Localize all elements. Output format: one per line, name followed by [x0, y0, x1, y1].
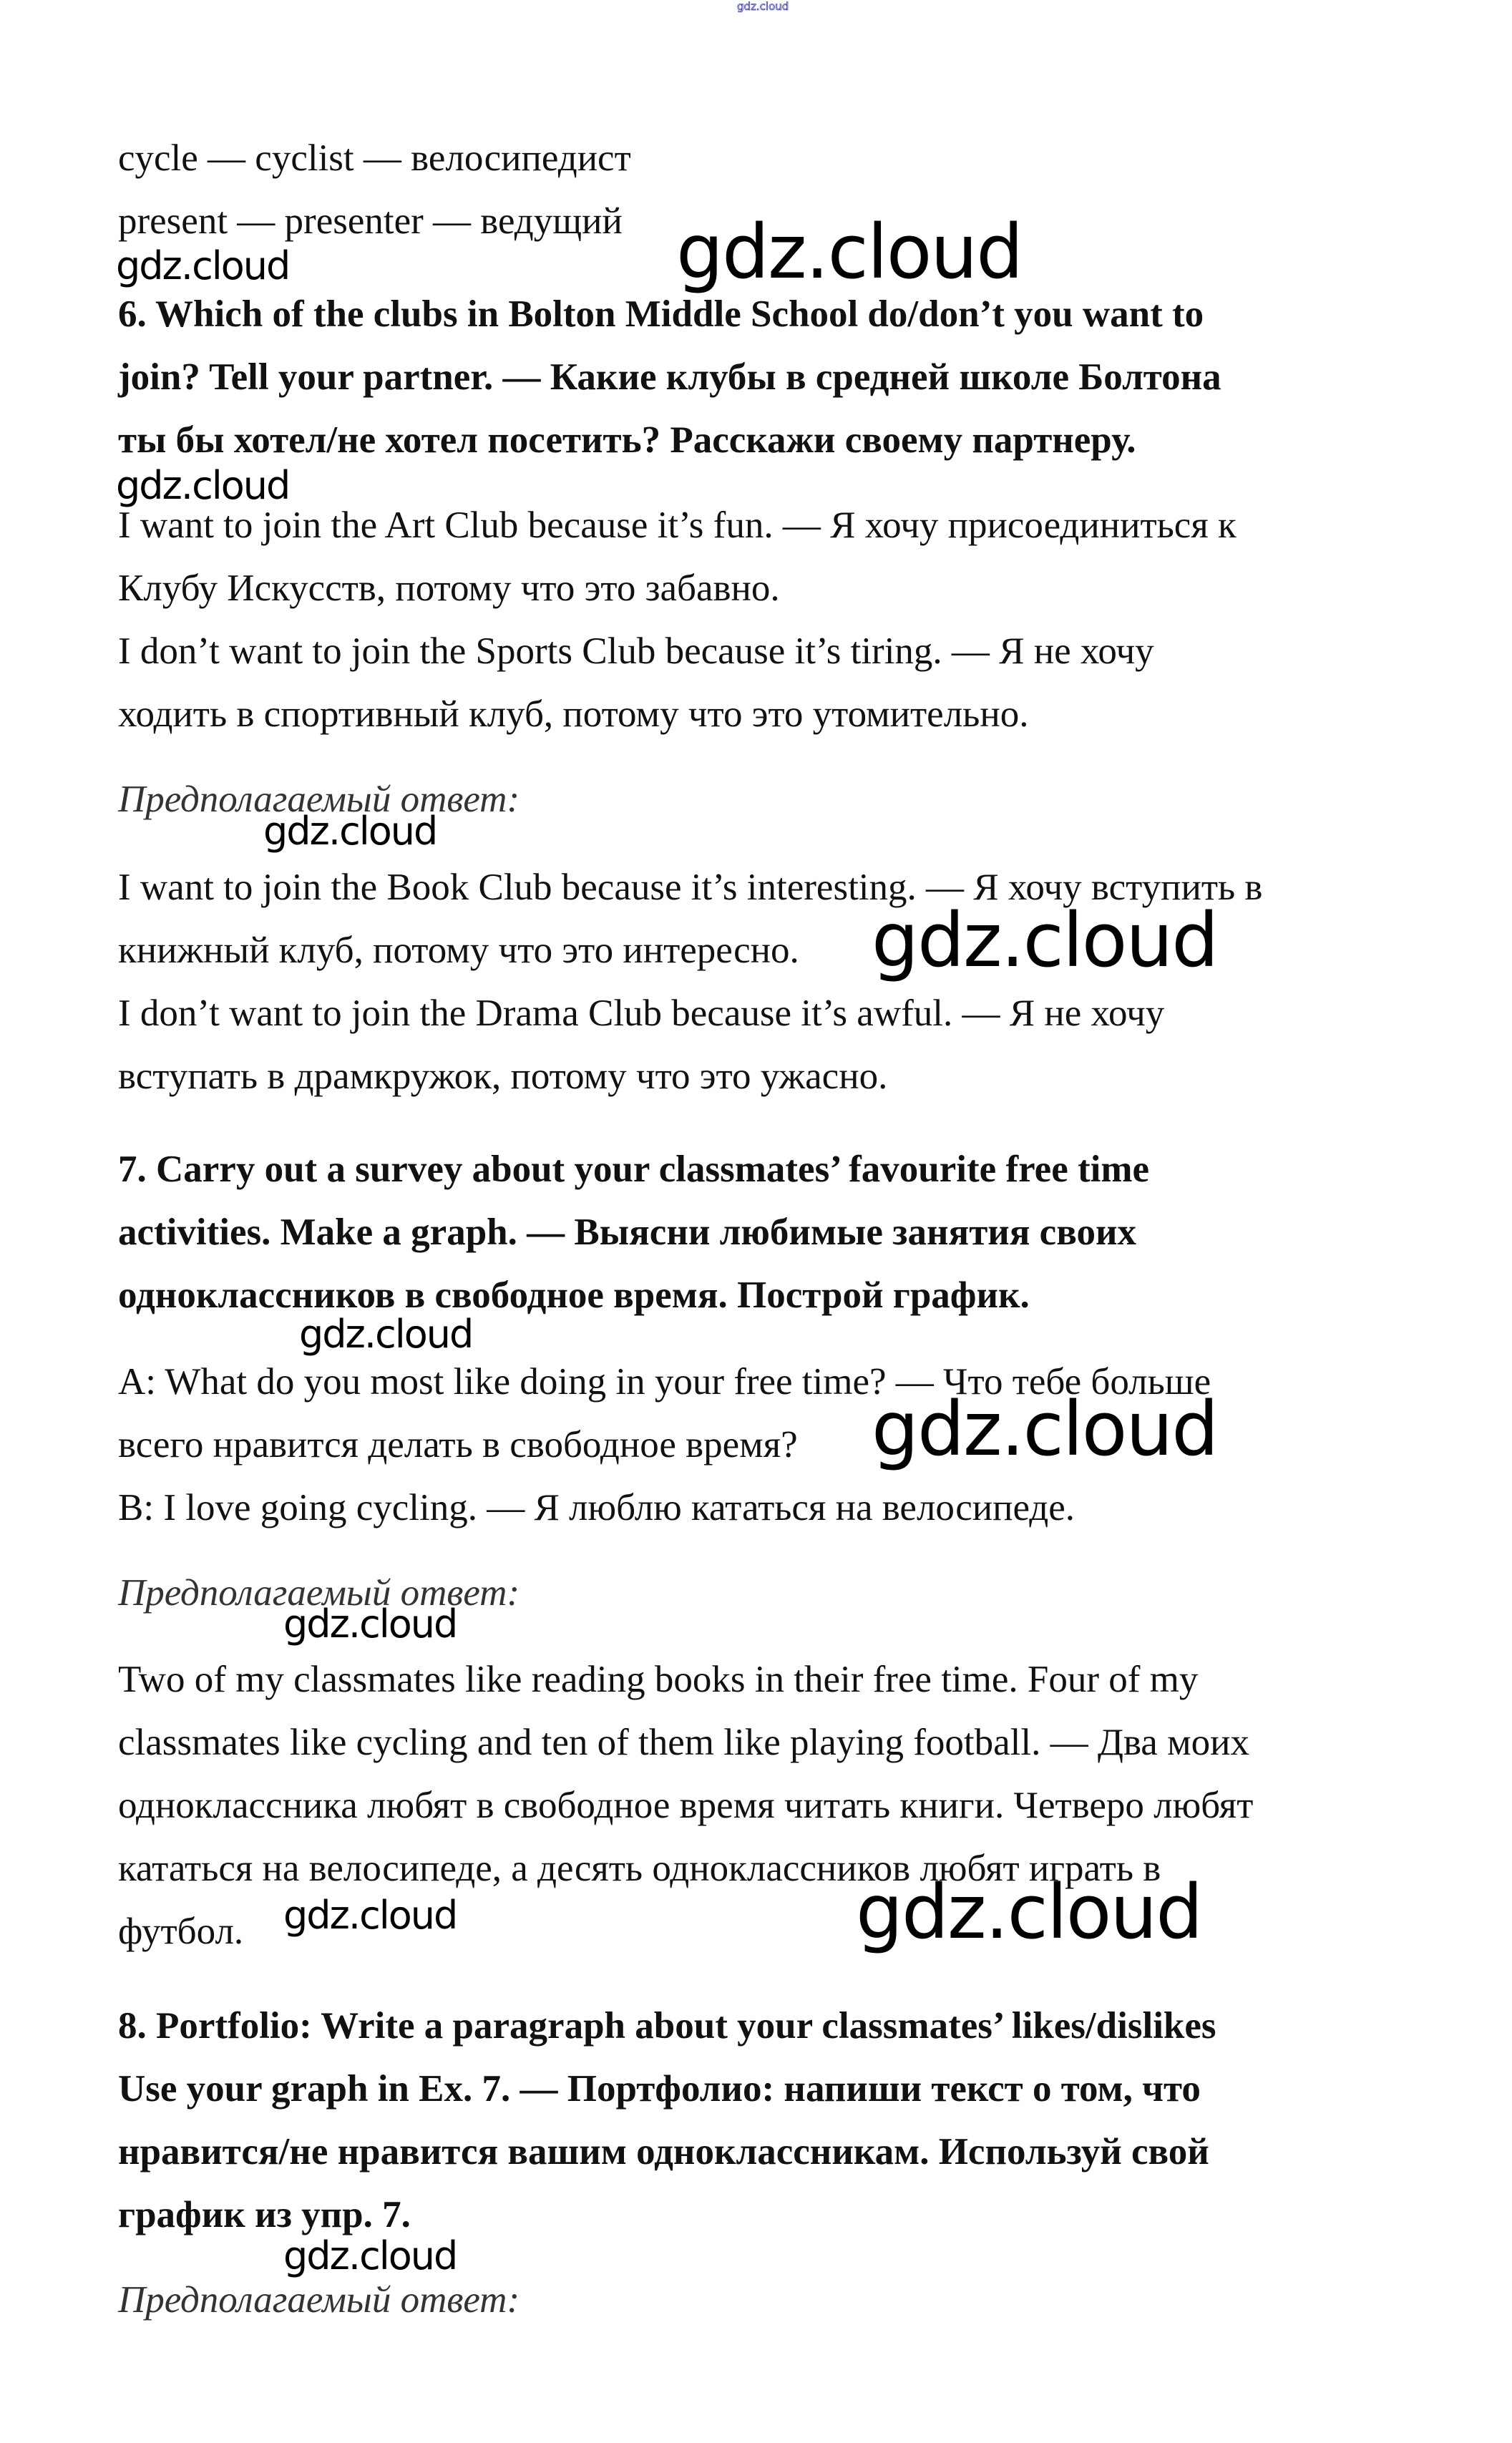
- ex7-example-line: A: What do you most like doing in your free time? — Что тебе больше: [118, 1361, 1211, 1403]
- watermark: gdz.cloud: [283, 1601, 457, 1647]
- watermark: gdz.cloud: [116, 243, 290, 288]
- ex8-answer-label: Предполагаемый ответ:: [118, 2279, 520, 2321]
- ex7-task-line: одноклассников в свободное время. Построй график.: [118, 1274, 1030, 1316]
- ex7-answer-line: футбол.: [118, 1911, 244, 1952]
- ex7-task-line: 7. Carry out a survey about your classmates’ favourite free time: [118, 1149, 1150, 1190]
- ex6-answer-label: Предполагаемый ответ:: [118, 779, 520, 820]
- ex6-example-line: Клубу Искусств, потому что это забавно.: [118, 567, 780, 609]
- ex8-task-line: график из упр. 7.: [118, 2194, 411, 2235]
- ex7-answer-line: кататься на велосипеде, а десять одноклассников любят играть в: [118, 1848, 1161, 1889]
- watermark: gdz.cloud: [856, 1868, 1202, 1956]
- watermark: gdz.cloud: [283, 2233, 457, 2278]
- ex7-answer-line: classmates like cycling and ten of them like playing football. — Два моих: [118, 1722, 1249, 1763]
- watermark: gdz.cloud: [299, 1312, 473, 1357]
- ex7-answer-line: одноклассника любят в свободное время читать книги. Четверо любят: [118, 1785, 1254, 1826]
- ex6-example-line: I want to join the Art Club because it’s fun. — Я хочу присоединиться к: [118, 504, 1237, 546]
- vocab-line: present — presenter — ведущий: [118, 200, 623, 242]
- watermark: gdz.cloud: [872, 897, 1218, 984]
- watermark: gdz.cloud: [283, 1893, 457, 1938]
- watermark: gdz.cloud: [676, 208, 1023, 296]
- ex6-example-line: ходить в спортивный клуб, потому что это утомительно.: [118, 693, 1029, 735]
- ex7-answer-line: Two of my classmates like reading books in their free time. Four of my: [118, 1659, 1199, 1700]
- ex6-task-line: ты бы хотел/не хотел посетить? Расскажи своему партнеру.: [118, 419, 1136, 461]
- ex6-example-line: I don’t want to join the Sports Club because it’s tiring. — Я не хочу: [118, 630, 1154, 672]
- header-watermark: gdz.cloud: [737, 0, 789, 13]
- ex8-task-line: Use your graph in Ex. 7. — Портфолио: напиши текст о том, что: [118, 2068, 1201, 2110]
- vocab-line: cycle — cyclist — велосипедист: [118, 137, 631, 179]
- ex7-answer-label: Предполагаемый ответ:: [118, 1572, 520, 1614]
- ex8-task-line: 8. Portfolio: Write a paragraph about your classmates’ likes/dislikes: [118, 2005, 1216, 2047]
- watermark: gdz.cloud: [116, 463, 290, 508]
- ex8-task-line: нравится/не нравится вашим одноклассникам. Используй свой: [118, 2131, 1209, 2173]
- ex6-answer-line: I don’t want to join the Drama Club because it’s awful. — Я не хочу: [118, 993, 1165, 1034]
- watermark: gdz.cloud: [872, 1385, 1218, 1473]
- ex6-answer-line: вступать в драмкружок, потому что это ужасно.: [118, 1055, 888, 1097]
- ex6-task-line: join? Tell your partner. — Какие клубы в средней школе Болтона: [118, 356, 1221, 398]
- ex6-answer-line: I want to join the Book Club because it’s interesting. — Я хочу вступить в: [118, 867, 1263, 908]
- ex7-example-line: всего нравится делать в свободное время?: [118, 1424, 798, 1466]
- ex6-answer-line: книжный клуб, потому что это интересно.: [118, 930, 799, 971]
- ex7-example-line: B: I love going cycling. — Я люблю кататься на велосипеде.: [118, 1487, 1076, 1528]
- ex7-task-line: activities. Make a graph. — Выясни любимые занятия своих: [118, 1211, 1137, 1253]
- watermark: gdz.cloud: [263, 809, 437, 854]
- ex6-task-line: 6. Which of the clubs in Bolton Middle School do/don’t you want to: [118, 293, 1204, 335]
